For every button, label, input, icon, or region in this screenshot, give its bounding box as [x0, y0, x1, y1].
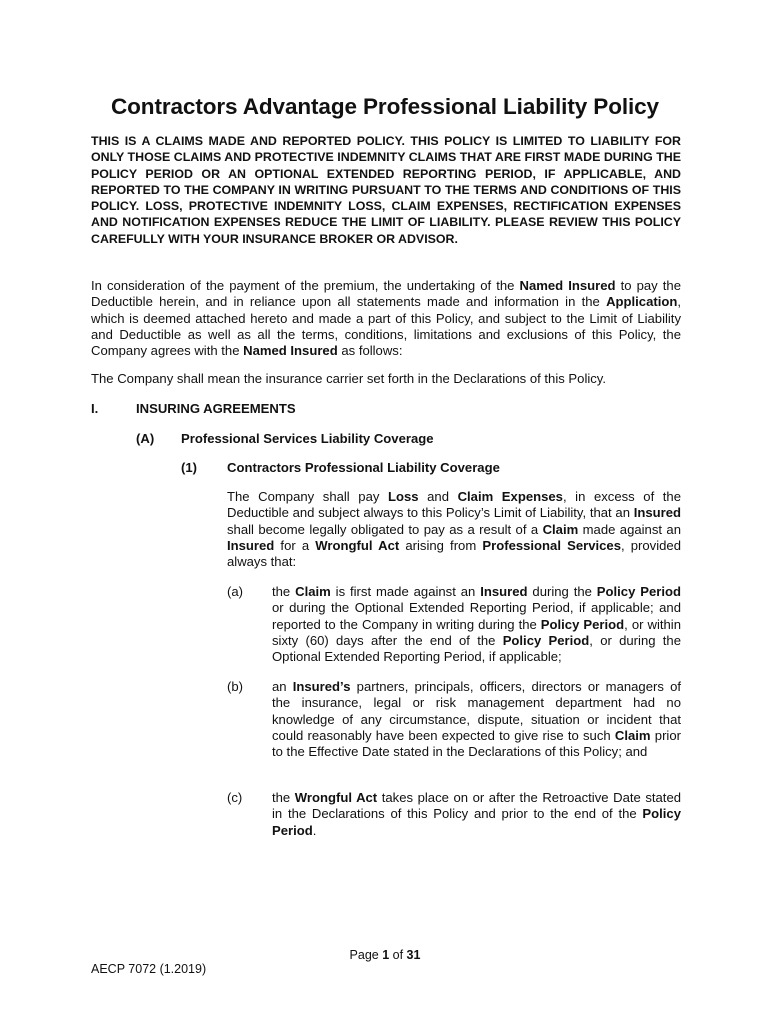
company-definition: The Company shall mean the insurance carrier set forth in the Declarations of this Policy.: [91, 371, 607, 386]
page-number: [0, 948, 770, 962]
text-run: and: [418, 489, 458, 504]
text-run: is first made against an: [330, 584, 481, 599]
defined-term: Loss: [387, 489, 419, 504]
defined-term: Claim: [614, 727, 651, 743]
page-title: Contractors Advantage Professional Liability Policy: [111, 94, 659, 119]
clause-title: Contractors Professional Liability Coverage: [227, 460, 500, 475]
text-run: , provided always that:: [227, 537, 681, 570]
page-total: 31: [406, 948, 421, 962]
defined-term: Claim Expenses: [457, 489, 563, 504]
claims-made-warning: THIS IS A CLAIMS MADE AND REPORTED POLICY. THIS POLICY IS LIMITED TO LIABILITY FOR ONLY THOSE CLAIMS AND PROTECTIVE INDEMNITY CLAIMS THAT ARE FIRST MADE DURING THE POLICY PERIOD OR AN OPTIONAL EXTENDED REPORTING PERIOD, IF APPLICABLE, AND REPORTED TO THE COMPANY IN WRITING PURSUANT TO THE TERMS AND CONDITIONS OF THIS POLICY. LOSS, PROTECTIVE INDEMNITY LOSS, CLAIM EXPENSES, RECTIFICATION EXPENSES AND NOTIFICATION EXPENSES REDUCE THE LIMIT OF LIABILITY. PLEASE REVIEW THIS POLICY CAREFULLY WITH YOUR INSURANCE BROKER OR ADVISOR.: [91, 134, 681, 246]
text-run: , or during the Optional Extended Reporting Period, if applicable;: [272, 632, 681, 665]
defined-term: Policy Period: [540, 616, 625, 632]
text-run: takes place on or after the Retroactive Date stated in the Declarations of this Policy and prior to the end of the: [272, 790, 682, 822]
defined-term: Policy Period: [596, 584, 682, 599]
section-title: INSURING AGREEMENTS: [136, 401, 296, 416]
text-run: to pay the Deductible herein, and in reliance upon all statements made and information in the: [91, 278, 681, 310]
defined-term: Insured: [633, 505, 681, 521]
page-prefix: Page: [349, 948, 383, 962]
clause-number: (1): [181, 460, 198, 475]
text-run: the: [272, 584, 296, 599]
text-run: partners, principals, officers, directors or managers of the insurance, legal or risk management department had no knowledge of any circumstance, dispute, situation or incident that could reasonably have been expected to give rise to such: [272, 679, 681, 743]
defined-term: Claim: [542, 521, 579, 537]
item-label-a: (a): [227, 584, 244, 599]
form-code: AECP 7072 (1.2019): [91, 962, 207, 976]
section-number: I.: [91, 401, 99, 416]
text-run: .: [312, 822, 317, 838]
text-run: arising from: [399, 537, 483, 553]
defined-term: Application: [606, 294, 678, 310]
text-run: made against an: [578, 521, 681, 537]
text-run: The Company shall pay: [227, 489, 388, 504]
defined-term: Claim: [295, 584, 331, 599]
text-run: the: [272, 790, 295, 805]
defined-term: Insured: [227, 537, 275, 553]
subsection-number: (A): [136, 431, 155, 446]
defined-term: Policy Period: [272, 806, 681, 838]
text-run: , which is deemed attached hereto and made a part of this Policy, and subject to the Limit of Liability and Deductible as well as all the terms, conditions, limitations and exclusions of this Policy, the Company agrees with the: [91, 294, 681, 359]
defined-term: Named Insured: [519, 278, 616, 293]
consideration-paragraph: [91, 278, 681, 359]
text-run: or during the Optional Extended Reporting Period, if applicable; and reported to the Company in writing during the: [272, 600, 681, 632]
text-run: , in excess of the Deductible and subject always to this Policy’s Limit of Liability, that an: [227, 489, 681, 521]
text-run: as follows:: [337, 343, 403, 359]
text-run: for a: [274, 537, 316, 553]
defined-term: Wrongful Act: [315, 537, 400, 553]
defined-term: Policy Period: [502, 632, 590, 648]
defined-term: Insured: [480, 584, 528, 599]
text-run: an: [272, 679, 293, 694]
text-run: shall become legally obligated to pay as a result of a: [227, 521, 543, 537]
item-text-a: [272, 584, 681, 665]
item-text-b: [272, 679, 681, 760]
item-text-c: [272, 790, 681, 839]
page-current: 1: [382, 948, 390, 962]
defined-term: Insured’s: [292, 679, 351, 694]
text-run: , or within sixty (60) days after the end of the: [272, 616, 681, 648]
item-label-c: (c): [227, 790, 243, 805]
defined-term: Named Insured: [243, 343, 338, 359]
subsection-title: Professional Services Liability Coverage: [181, 431, 434, 446]
text-run: during the: [527, 584, 597, 599]
defined-term: Professional Services: [482, 537, 621, 553]
item-label-b: (b): [227, 679, 244, 694]
page-of: of: [389, 948, 407, 962]
defined-term: Wrongful Act: [294, 790, 378, 805]
coverage-paragraph: [227, 489, 681, 570]
text-run: In consideration of the payment of the premium, the undertaking of the: [91, 278, 520, 293]
text-run: prior to the Effective Date stated in the Declarations of this Policy; and: [272, 727, 681, 760]
